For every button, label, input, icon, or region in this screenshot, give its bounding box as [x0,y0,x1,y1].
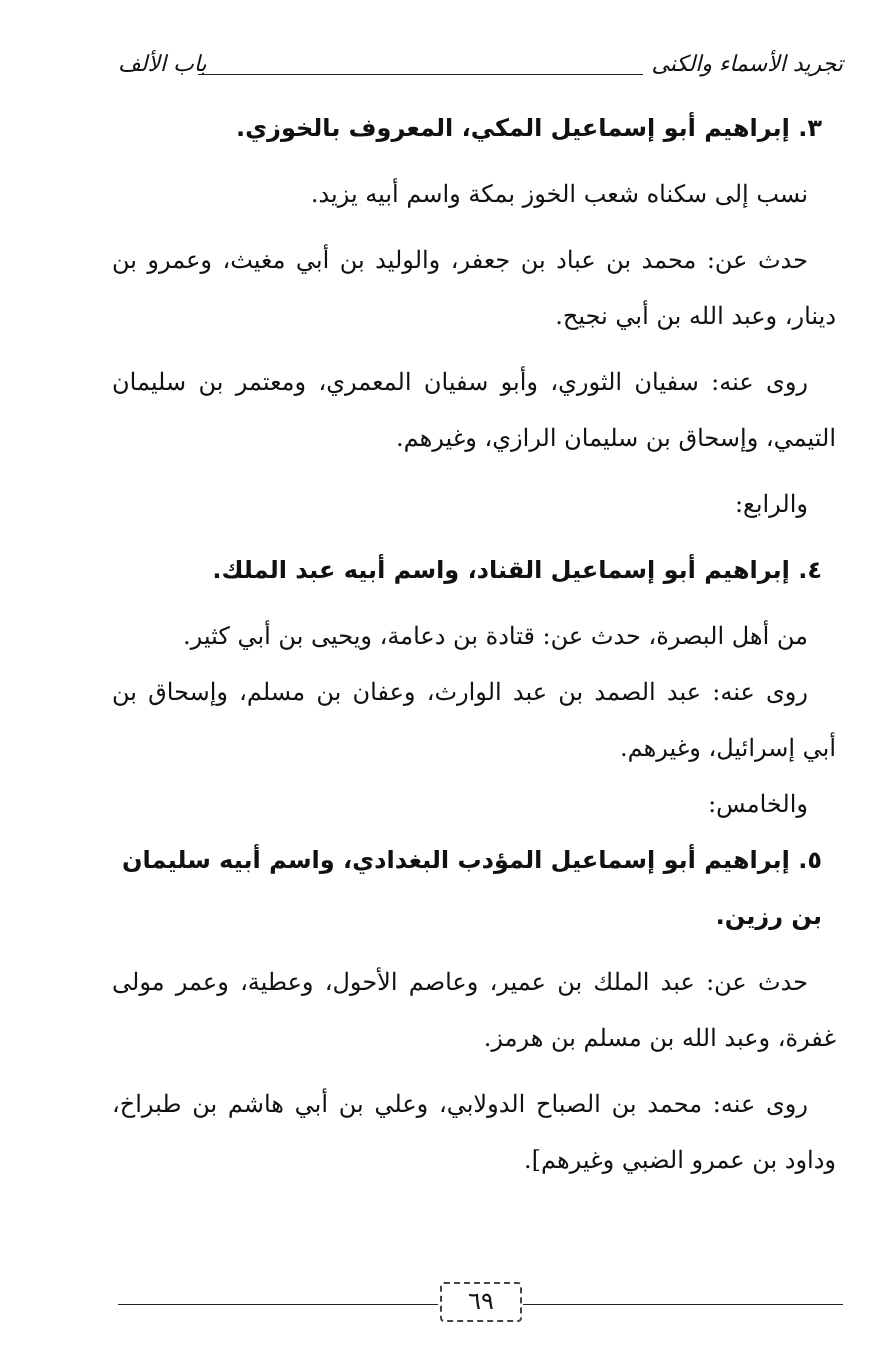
label-fourth: والرابع: [734,490,808,518]
header-rule [198,74,643,75]
entry-3-title: ٣. إبراهيم أبو إسماعيل المكي، المعروف بالخوزي. [236,114,822,142]
entry-3-lineage-text: نسب إلى سكناه شعب الخوز بمكة واسم أبيه يزيد. [310,180,808,208]
label-fifth: والخامس: [708,790,808,818]
entry-4-origin [112,608,836,664]
entry-4-title: ٤. إبراهيم أبو إسماعيل القناد، واسم أبيه عبد الملك. [212,556,822,584]
entry-3-lineage [112,166,836,222]
chapter-title: باب الألف [118,52,207,77]
entry-5-title: ٥. إبراهيم أبو إسماعيل المؤدب البغدادي، واسم أبيه سليمان بن رزين. [122,846,822,930]
entry-5-narrated-by-text: روى عنه: محمد بن الصباح الدولابي، وعلي بن أبي هاشم بن طبراخ، وداود بن عمرو الضبي وغيرهم]. [112,1090,836,1174]
entry-5-narrated-by [112,1076,836,1188]
page-body [112,100,836,1188]
entry-4-origin-text: من أهل البصرة، حدث عن: قتادة بن دعامة، ويحيى بن أبي كثير. [183,622,808,650]
entry-3-narrated-by-text: روى عنه: سفيان الثوري، وأبو سفيان المعمري، ومعتمر بن سليمان التيمي، وإسحاق بن سليمان الرازي، وغيرهم. [112,368,836,452]
entry-3-narrated-from [112,232,836,344]
entry-5-narrated-from [112,954,836,1066]
entry-5-narrated-from-text: حدث عن: عبد الملك بن عمير، وعاصم الأحول، وعطية، وعمر مولى غفرة، وعبد الله بن مسلم بن هرمز. [112,968,836,1052]
entry-3-narrated-by [112,354,836,466]
footer-rule-left [118,1304,438,1305]
footer-rule-right [523,1304,843,1305]
running-header [118,52,843,86]
page-number: ٦٩ [440,1282,522,1322]
entry-4-narrated-by [112,664,836,776]
entry-4-narrated-by-text: روى عنه: عبد الصمد بن عبد الوارث، وعفان بن مسلم، وإسحاق بن أبي إسرائيل، وغيرهم. [112,678,836,762]
entry-3-narrated-from-text: حدث عن: محمد بن عباد بن جعفر، والوليد بن أبي مغيث، وعمرو بن دينار، وعبد الله بن أبي نجيح. [112,246,836,330]
book-title: تجريد الأسماء والكنى [651,52,843,77]
page-footer [118,1282,843,1322]
